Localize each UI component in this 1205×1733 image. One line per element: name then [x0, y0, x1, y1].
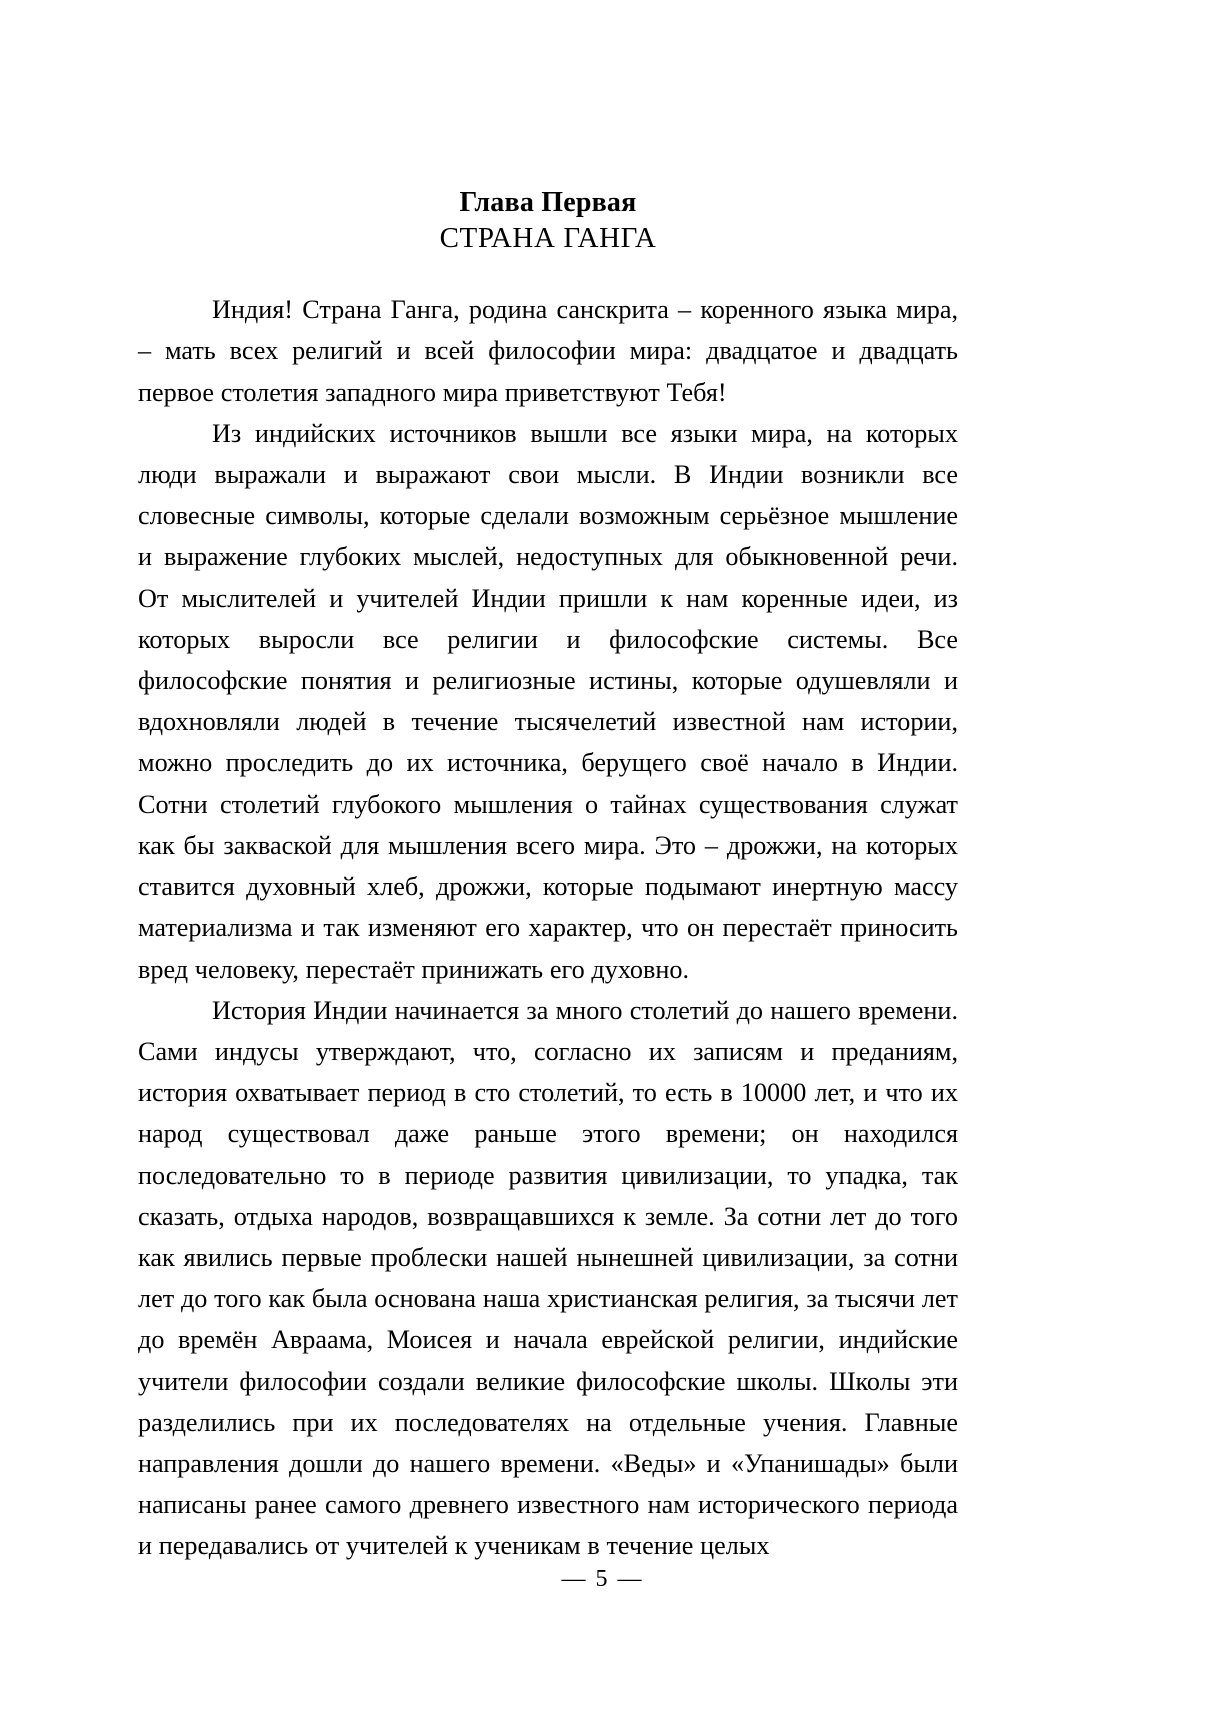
paragraph: Индия! Страна Ганга, родина санскрита – коренного языка мира, – мать всех религий и всей философии мира: двадцатое и двадцать первое столетия западного мира приветствуют Тебя!: [138, 295, 958, 407]
paragraph: Из индийских источников вышли все языки мира, на которых люди выражали и выражают свои мысли. В Индии возникли все словесные символы, которые сделали возможным серьёзное мышление и выражение глубоких мыслей, недоступных для обыкновенной речи. От мыслителей и учителей Индии пришли к нам коренные идеи, из которых выросли все религии и философские системы. Все философские понятия и религиозные истины, которые одушевляли и вдохновляли людей в течение тысячелетий известной нам истории, можно проследить до их источника, берущего своё начало в Индии. Сотни столетий глубокого мышления о тайнах существования служат как бы закваской для мышления всего мира. Это – дрожжи, на которых ставится духовный хлеб, дрожжи, которые подымают инертную массу материализма и так изменяют его характер, что он перестаёт приносить вред человеку, перестаёт принижать его духовно.: [138, 418, 958, 984]
paragraph: История Индии начинается за много столетий до нашего времени. Сами индусы утверждают, что, согласно их записям и преданиям, история охватывает период в сто столетий, то есть в 10000 лет, и что их народ существовал даже раньше этого времени; он находился последовательно то в периоде развития цивилизации, то упадка, так сказать, отдыха народов, возвращавшихся к земле. За сотни лет до того как явились первые проблески нашей нынешней цивилизации, за сотни лет до того как была основана наша христианская религия, за тысячи лет до времён Авраама, Моисея и начала еврейской религии, индийские учители философии создали великие философские школы. Школы эти разделились при их последователях на отдельные учения. Главные направления дошли до нашего времени. «Веды» и «Упанишады» были написаны ранее самого древнего известного нам исторического периода и передавались от учителей к ученикам в течение целых: [138, 995, 958, 1561]
chapter-title: СТРАНА ГАНГА: [439, 222, 657, 255]
chapter-label: Глава Первая: [459, 187, 637, 218]
page-number-footer: — 5 —: [561, 1566, 644, 1592]
body-text: [138, 289, 958, 1566]
page-content: [138, 186, 958, 1567]
